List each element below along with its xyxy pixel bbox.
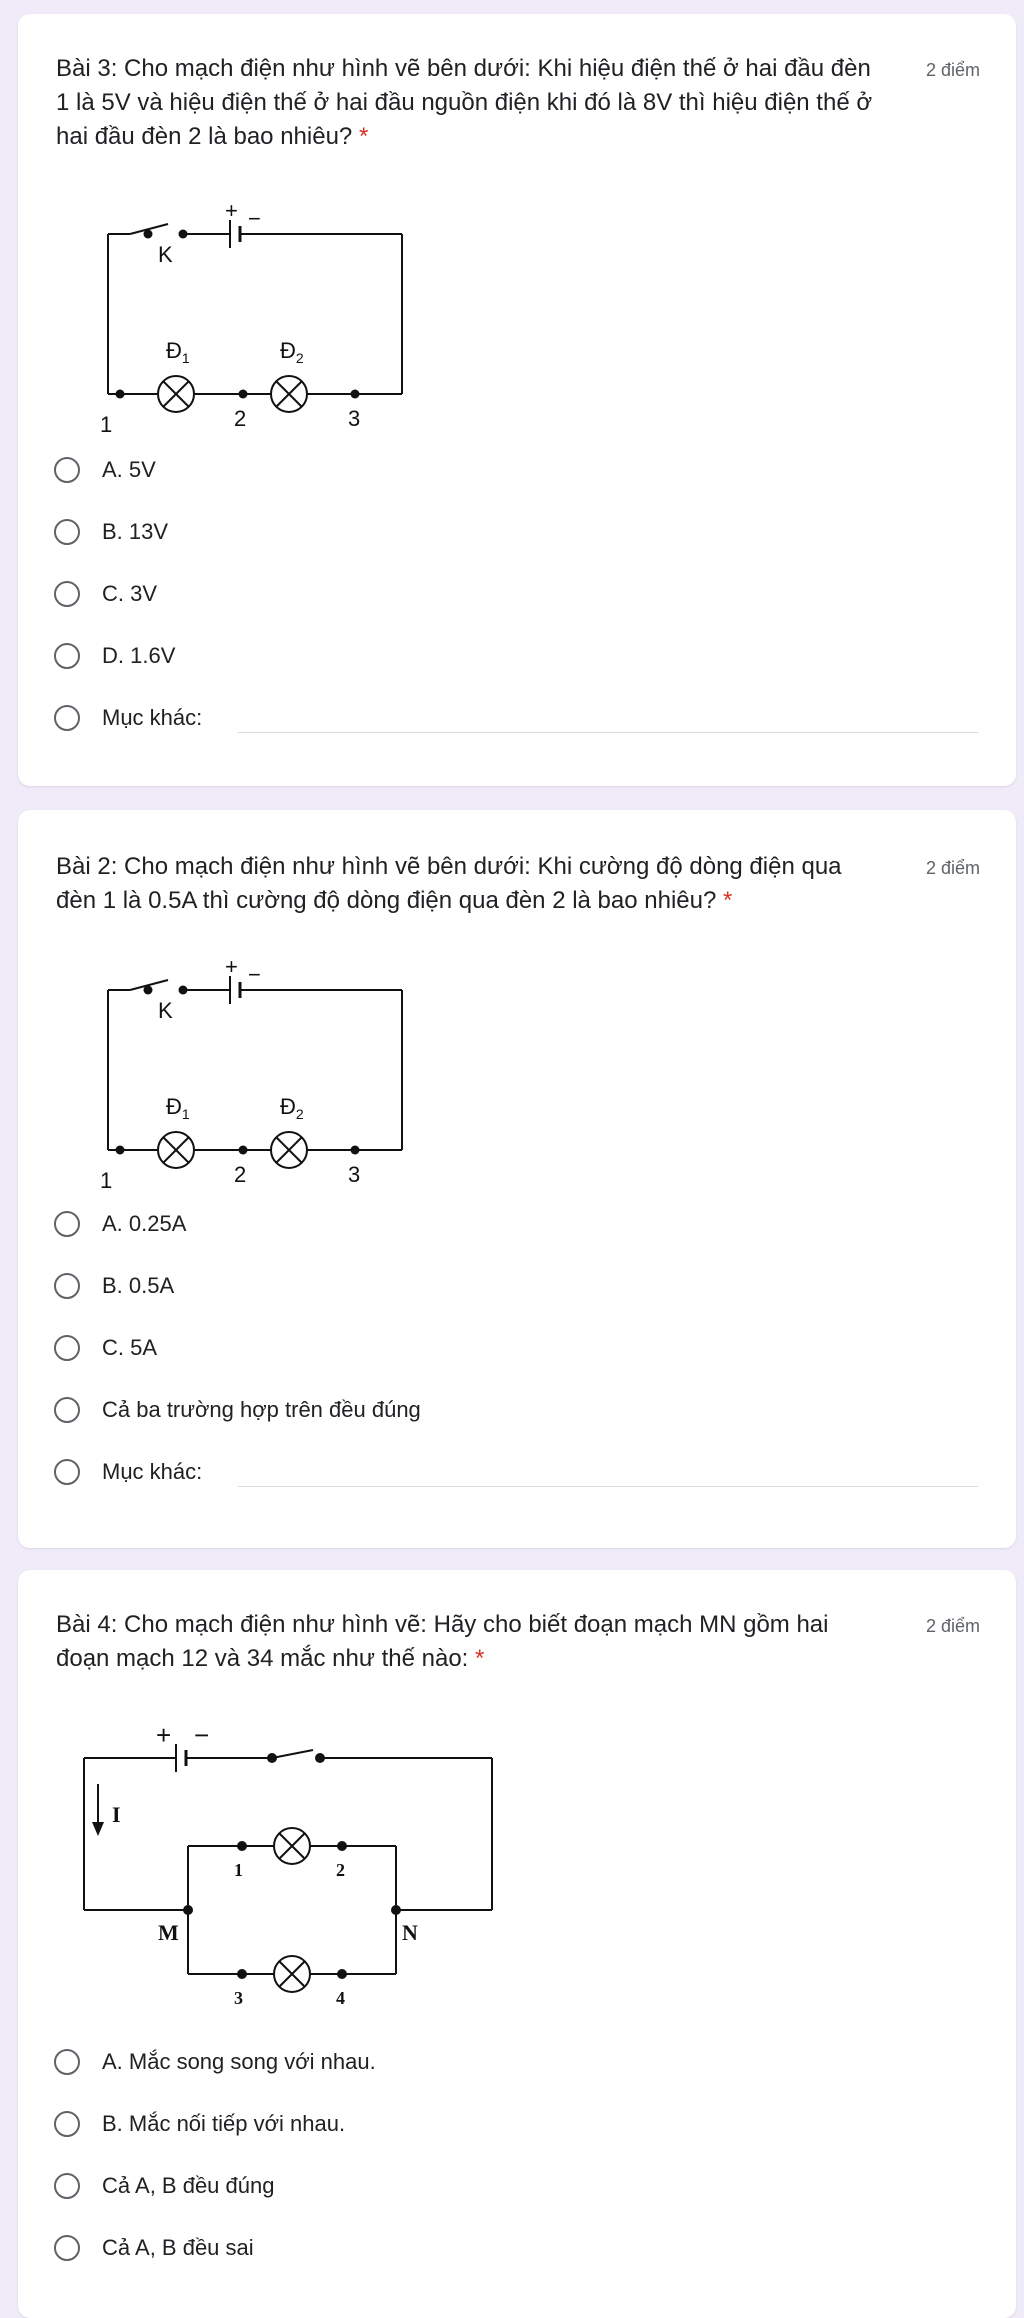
option-label: Cả ba trường hợp trên đều đúng xyxy=(102,1397,421,1422)
radio-button[interactable] xyxy=(54,2049,80,2075)
points-label: 2 điểm xyxy=(925,858,980,878)
option-d[interactable] xyxy=(54,1390,421,1430)
option-label: A. 0.25A xyxy=(102,1211,187,1236)
radio-button[interactable] xyxy=(54,2173,80,2199)
option-label: A. 5V xyxy=(102,457,156,482)
lamp-1-label: $Đ_1$ xyxy=(166,338,190,366)
battery-minus-sign: − xyxy=(248,206,261,231)
radio-button[interactable] xyxy=(54,705,80,731)
radio-button[interactable] xyxy=(54,1397,80,1423)
option-b[interactable] xyxy=(54,2104,345,2144)
radio-button[interactable] xyxy=(54,519,80,545)
option-a[interactable] xyxy=(54,450,156,490)
circuit-diagram xyxy=(58,1718,518,2038)
question-title: Bài 2: Cho mạch điện như hình vẽ bên dưới: Khi cường độ dòng điện qua đèn 1 là 0.5A thì cường độ dòng điện qua đèn 2 là bao nhiêu? * xyxy=(56,853,842,914)
option-other[interactable] xyxy=(54,1452,202,1492)
option-c[interactable] xyxy=(54,2166,274,2206)
circuit-diagram xyxy=(58,960,418,1190)
option-label: B. Mắc nối tiếp với nhau. xyxy=(102,2111,346,2136)
points-label: 2 điểm xyxy=(925,60,980,80)
battery-minus-sign: − xyxy=(248,962,261,987)
option-label: B. 0.5A xyxy=(102,1273,175,1298)
node-3-label: 3 xyxy=(234,1988,243,2008)
radio-button[interactable] xyxy=(54,643,80,669)
question-card-1 xyxy=(18,14,1016,786)
required-asterisk: * xyxy=(723,887,733,914)
option-label: D. 1.6V xyxy=(102,643,176,668)
node-1-label: 1 xyxy=(100,412,113,434)
radio-button[interactable] xyxy=(54,2111,80,2137)
lamp-1-label: $Đ_1$ xyxy=(166,1094,190,1122)
current-label: I xyxy=(112,1802,121,1827)
node-2-label: 2 xyxy=(234,406,247,431)
node-3-label: 3 xyxy=(348,406,361,431)
option-c[interactable] xyxy=(54,1328,157,1368)
node-m-label: M xyxy=(158,1920,179,1945)
node-3-label: 3 xyxy=(348,1162,361,1187)
question-title: Bài 3: Cho mạch điện như hình vẽ bên dưới: Khi hiệu điện thế ở hai đầu đèn 1 là 5V và hiệu điện thế ở hai đầu nguồn điện khi đó là 8V thì hiệu điện thế ở hai đầu đèn 2 là bao nhiêu? * xyxy=(56,55,873,150)
radio-button[interactable] xyxy=(54,1459,80,1485)
circuit-diagram xyxy=(58,204,418,434)
node-2-label: 2 xyxy=(336,1860,345,1880)
option-a[interactable] xyxy=(54,2042,376,2082)
switch-label: K xyxy=(158,242,173,267)
question-card-2 xyxy=(18,810,1016,1548)
option-d[interactable] xyxy=(54,2228,254,2268)
required-asterisk: * xyxy=(358,123,369,150)
node-1-label: 1 xyxy=(234,1860,243,1880)
lamp-2-label: $Đ_2$ xyxy=(280,338,304,366)
radio-button[interactable] xyxy=(54,1335,80,1361)
radio-button[interactable] xyxy=(54,457,80,483)
lamp-2-label: $Đ_2$ xyxy=(280,1094,304,1122)
node-n-label: N xyxy=(402,1920,418,1945)
option-label: B. 13V xyxy=(102,519,169,544)
option-label: Mục khác: xyxy=(102,705,203,730)
option-b[interactable] xyxy=(54,512,168,552)
node-2-label: 2 xyxy=(234,1162,247,1187)
switch-label: K xyxy=(158,998,173,1023)
radio-button[interactable] xyxy=(54,2235,80,2261)
radio-button[interactable] xyxy=(54,1211,80,1237)
question-card-3 xyxy=(18,1570,1016,2318)
option-d[interactable] xyxy=(54,636,175,676)
battery-plus-sign: + xyxy=(156,1720,172,1750)
option-a[interactable] xyxy=(54,1204,186,1244)
radio-button[interactable] xyxy=(54,581,80,607)
option-other[interactable] xyxy=(54,698,202,738)
node-4-label: 4 xyxy=(336,1988,345,2008)
other-text-input[interactable] xyxy=(238,732,978,733)
option-label: Cả A, B đều đúng xyxy=(102,2173,275,2198)
question-title: Bài 4: Cho mạch điện như hình vẽ: Hãy cho biết đoạn mạch MN gồm hai đoạn mạch 12 và 34 mắc như thế nào: * xyxy=(56,1611,829,1672)
other-text-input[interactable] xyxy=(238,1486,978,1487)
node-1-label: 1 xyxy=(100,1168,113,1190)
battery-plus-sign: + xyxy=(225,204,238,223)
option-label: A. Mắc song song với nhau. xyxy=(102,2049,376,2074)
battery-plus-sign: + xyxy=(225,960,238,979)
option-b[interactable] xyxy=(54,1266,174,1306)
radio-button[interactable] xyxy=(54,1273,80,1299)
option-label: C. 3V xyxy=(102,581,158,606)
option-c[interactable] xyxy=(54,574,157,614)
points-label: 2 điểm xyxy=(925,1616,980,1636)
required-asterisk: * xyxy=(475,1645,485,1672)
battery-minus-sign: − xyxy=(194,1720,210,1750)
option-label: Mục khác: xyxy=(102,1459,203,1484)
option-label: Cả A, B đều sai xyxy=(102,2235,254,2260)
option-label: C. 5A xyxy=(102,1335,158,1360)
